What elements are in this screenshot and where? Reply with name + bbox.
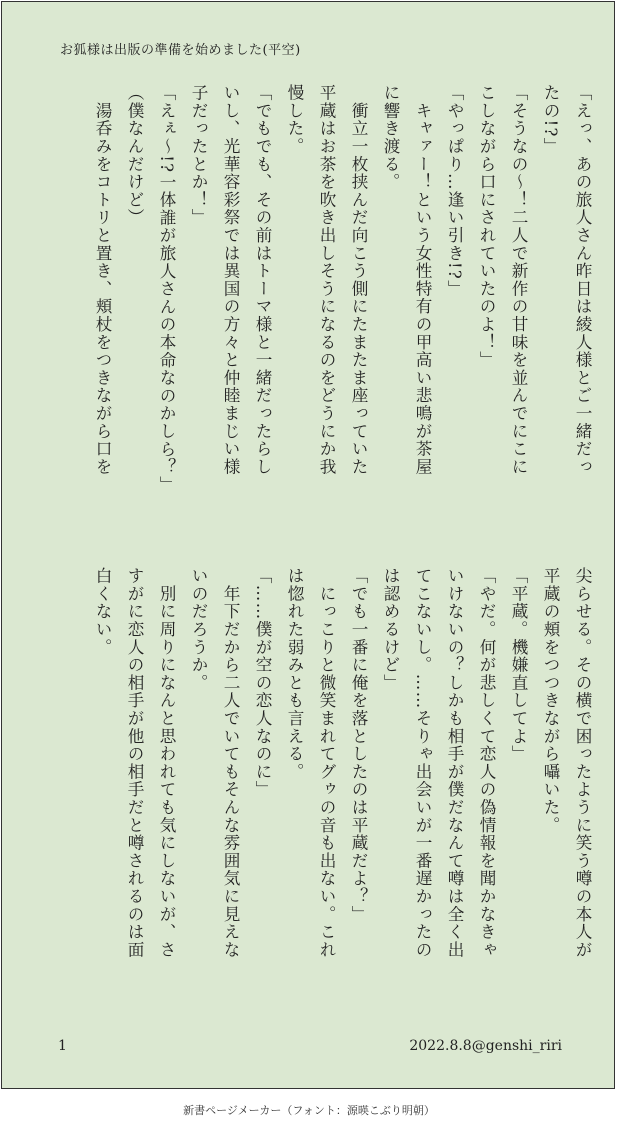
text-column: にっこりと微笑まれてグゥの音も出ない。これ	[317, 567, 336, 959]
text-column: 「そうなの～！二人で新作の甘味を並んでにこに	[509, 84, 528, 476]
text-column: キャァー！という女性特有の甲高い悲鳴が茶屋	[413, 84, 432, 476]
text-column: 白くない。	[93, 567, 112, 656]
text-column: いけないの？しかも相手が僕だなんて噂は全く出	[445, 567, 464, 959]
text-column: 平蔵の頬をつつきながら囁いた。	[541, 567, 560, 834]
text-column: 「平蔵。機嫌直してよ」	[509, 567, 528, 763]
text-block-top	[86, 84, 598, 520]
book-page	[1, 1, 615, 1089]
text-column: 慢した。	[285, 84, 304, 156]
text-column: 別に周りになんと思われても気にしないが、さ	[157, 567, 176, 959]
text-column: 平蔵はお茶を吹き出しそうになるのをどうにか我	[317, 84, 336, 476]
text-column: は惚れた弱みとも言える。	[285, 567, 304, 781]
text-column: 「えっ、あの旅人さん昨日は綾人様とご一緒だっ	[573, 84, 592, 476]
text-column: 尖らせる。その横で困ったように笑う噂の本人が	[573, 567, 592, 959]
text-column: に響き渡る。	[381, 84, 400, 191]
text-column: 「……僕が空の恋人なのに」	[253, 567, 272, 799]
text-column: 「えぇ～!?一体誰が旅人さんの本命なのかしら？」	[157, 84, 176, 494]
text-column: たの!?」	[541, 84, 560, 156]
text-column: 衝立一枚挟んだ向こう側にたまたま座っていた	[349, 84, 368, 476]
text-column: 「やだ。何が悲しくて恋人の偽情報を聞かなきゃ	[477, 567, 496, 959]
page-header-title: お狐様は出版の準備を始めました(平空)	[60, 43, 301, 58]
text-column: いし、光華容彩祭では異国の方々と仲睦まじい様	[221, 84, 240, 476]
text-column: いのだろうか。	[189, 567, 208, 692]
text-column: は認めるけど」	[381, 567, 400, 692]
page-number: 1	[58, 1038, 67, 1054]
page-maker-credit: 新書ページメーカー（フォント：源暎こぶり明朝）	[183, 1104, 435, 1117]
text-column: こしながら口にされていたのよ！」	[477, 84, 496, 369]
text-column: 「やっぱり…逢い引き!?」	[445, 84, 464, 298]
text-column: 湯呑みをコトリと置き、頬杖をつきながら口を	[93, 84, 112, 476]
text-column: 年下だから二人でいてもそんな雰囲気に見えな	[221, 567, 240, 959]
text-column: 「でもでも、その前はトーマ様と一緒だったらし	[253, 84, 272, 476]
text-column: てこないし。……そりゃ出会いが一番遅かったの	[413, 567, 432, 959]
text-column: 子だったとか！」	[189, 84, 208, 227]
date-credit: 2022.8.8@genshi_riri	[409, 1038, 562, 1054]
text-block-bottom	[86, 567, 598, 1009]
text-column: すがに恋人の相手が他の相手だと噂されるのは面	[125, 567, 144, 959]
text-column: （僕なんだけど）	[125, 84, 144, 227]
text-column: 「でも一番に俺を落としたのは平蔵だよ？」	[349, 567, 368, 923]
